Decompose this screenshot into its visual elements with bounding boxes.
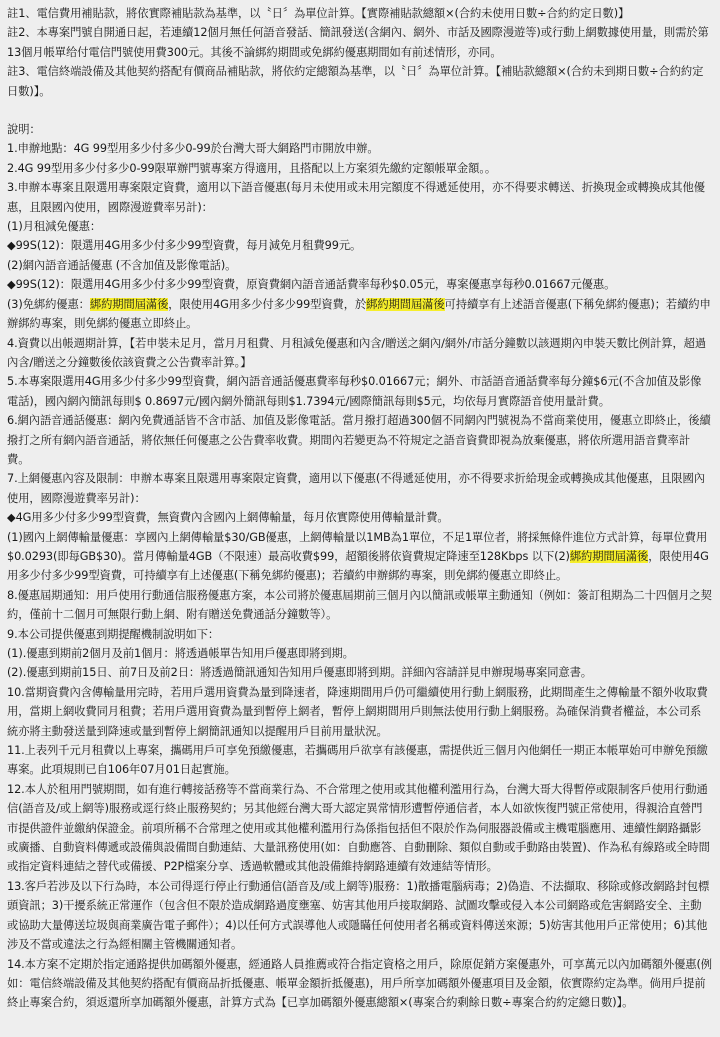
item-text: (1).優惠到期前2個月及前1個月：將透過帳單告知用戶優惠即將到期。	[7, 647, 354, 660]
item-text: 13.客戶若涉及以下行為時，本公司得逕行停止行動通信(語音及/或上網等)服務：1)散播電腦病毒；2)偽造、不法擷取、移除或修改網路封包標頭資訊；3)干擾系統正常運作（包含但不限於造成網路過度壅塞、妨害其他用戶接取網路、試圖攻擊或侵入本公司網路或危害網路安全、主動或協助大量傳送垃圾與商業廣告電子郵件）；4)以任何方式誤導他人或隱瞞任何使用者名稱或資料傳送來源；5)妨害其他用戶正常使用；6)其他涉及不當或違法之行為經相關主管機關通知者。	[7, 879, 710, 952]
item-text: (3)免綁約優惠：	[7, 297, 90, 311]
item-text: (1)國內上網傳輸量優惠：享國內上網傳輸量$30/GB優惠，上網傳輸量以1MB為1單位，不足1單位者，將採無條件進位方式計算，每單位費用$0.0293(即每GB$30)。當月傳輸量4GB（不限速）最高收費$99，超額後將依資費規定降速至128Kbps 以下(2)	[7, 530, 708, 563]
item-text: ，限使用4G用多少付多少99型資費，於	[168, 297, 367, 311]
item-text: 5.本專案限選用4G用多少付多少99型資費，網內語音通話優惠費率每秒$0.01667元；網外、市話語音通話費率每分鐘$6元(不含加值及影像電話)，國內網內簡訊每則$ 0.8697元/國內網外簡訊每則$1.7394元/國際簡訊每則$5元，均依每月實際語音使用量計費。	[7, 375, 702, 408]
item-text: 3.申辦本專案且限選用專案限定資費，適用以下語音優惠(每月未使用或未用完額度不得遞延使用，亦不得要求轉送、折換現金或轉換成其他優惠，且限國內使用，國際漫遊費率另計)：	[7, 181, 705, 214]
item-text: (1)月租減免優惠：	[7, 220, 102, 234]
description-item	[7, 780, 712, 877]
description-item	[7, 469, 712, 508]
spacer	[7, 101, 712, 120]
item-text: 12.本人於租用門號期間，如有進行轉接話務等不當商業行為、不合常理之使用或其他權利濫用行為，台灣大哥大得暫停或限制客戶使用行動通信(語音及/或上網等)服務或逕行終止服務契約；另其他經台灣大哥大認定異常情形遭暫停通信者，本人如欲恢復門號正常使用，得親洽直營門市提供證件並繳納保證金。前項所稱不合常理之使用或其他權利濫用行為係指包括但不限於作為伺服器設備或主機電腦應用、連續性網路攝影或廣播、自動資料傳遞或設備與設備間自動連結、大量訊務使用(如：自動應答、自動刪除、類似自動或手動路由裝置)、作為私有線路或全時間或指定資料連結之替代或備援、P2P檔案分享、透過軟體或其他設備維持網路連續有效連結等情形。	[7, 782, 710, 874]
item-text: ◆4G用多少付多少99型資費，無資費內含國內上網傳輸量，每月依實際使用傳輸量計費。	[7, 511, 449, 525]
description-item	[7, 586, 712, 625]
highlighted-text: 綁約期間屆滿後	[569, 549, 649, 563]
item-text: 10.當期資費內含傳輸量用完時，若用戶選用資費為量到降速者，降速期間用戶仍可繼續使用行動上網服務，此期間產生之傳輸量不額外收取費用，當期上網收費同月租費；若用戶選用資費為量到暫停上網者，暫停上網期間用戶則無法使用行動上網服務。為確保消費者權益，本公司系統亦將主動發送量到降速或量到暫停上網簡訊通知以提醒用戶目前用量狀況。	[7, 685, 708, 738]
description-item	[7, 334, 712, 373]
item-text: 可持續享有上述語音優惠(下稱免綁約優惠)；若續約申辦綁約專案，則免綁約優惠立即終止。	[7, 297, 711, 331]
description-item	[7, 178, 712, 217]
description-item	[7, 683, 712, 741]
note-3: 註3、電信終端設備及其他契約搭配有價商品補貼款，將依約定總額為基準，以〝日〞為單位計算。【補貼款總額×(合約未到期日數÷合約約定日數)】。	[7, 65, 704, 98]
description-item	[7, 955, 712, 1013]
note-2: 註2、本專案門號自開通日起，若連續12個月無任何語音發話、簡訊發送(含網內、網外、市話及國際漫遊等)或行動上網數據使用量，則需於第13個月帳單给付電信門號使用費300元。其後不論綁約期間或免綁約優惠期間如有前述情形，亦同。	[7, 26, 709, 59]
description-item	[7, 663, 712, 682]
description-item	[7, 625, 712, 644]
item-text: 9.本公司提供優惠到期提醒機制說明如下：	[7, 627, 220, 641]
highlighted-text: 綁約期間屆滿後	[366, 297, 445, 311]
description-item	[7, 275, 712, 294]
note-1: 註1、電信費用補貼款，將依實際補貼款為基準，以〝日〞為單位計算。【實際補貼款總額×(合約未使用日數÷合約約定日數)】	[7, 7, 630, 20]
item-text: (2).優惠到期前15日、前7日及前2日：將透過簡訊通知告知用戶優惠即將到期。詳細內容請詳見申辦現場專案同意書。	[7, 666, 592, 680]
description-item	[7, 295, 712, 334]
description-list	[7, 139, 712, 1012]
item-text: 11.上表列千元月租費以上專案，攜碼用戶可享免預繳優惠，若攜碼用戶欲享有該優惠，需提供近三個月內他網任一期正本帳單始可申辦免預繳專案。此項規則已自106年07月01日起實施。	[7, 744, 708, 777]
description-item	[7, 256, 712, 275]
description-item	[7, 159, 712, 178]
description-item	[7, 877, 712, 955]
description-title: 說明：	[7, 123, 41, 137]
description-item	[7, 139, 712, 158]
description-item	[7, 236, 712, 255]
description-item	[7, 372, 712, 411]
item-text: ，限使用4G用多少付多少99型資費，可持續享有上述優惠(下稱免綁約優惠)；若續約申辦綁約專案，則免綁約優惠立即終止。	[7, 549, 709, 583]
item-text: 8.優惠屆期通知：用戶使用行動通信服務優惠方案，本公司將於優惠屆期前三個月內以簡訊或帳單主動通知（例如：簽訂租期為二十四個月之契約，僅前十二個月可無限行動上網、附有贈送免費通話分鐘數等）。	[7, 588, 712, 622]
item-text: 6.網內語音通話優惠：網內免費通話皆不含市話、加值及影像電話。當月撥打超過300個不同網內門號視為不當商業使用，優惠立即終止，後續撥打之所有網內語音通話，將依無任何優惠之公告費率收費。期間內若變更為不符規定之語音資費即視為放棄優惠，將依所選用語音費率計費。	[7, 414, 711, 466]
highlighted-text: 綁約期間屆滿後	[89, 297, 169, 311]
description-item	[7, 644, 712, 663]
item-text: 7.上網優惠內容及限制：申辦本專案且限選用專案限定資費，適用以下優惠(不得遞延使用，亦不得要求折給現金或轉換成其他優惠，且限國內使用，國際漫遊費率另計)：	[7, 472, 705, 505]
description-item	[7, 411, 712, 469]
item-text: ◆99S(12)：限選用4G用多少付多少99型資費，原資費網內語音通話費率每秒$0.05元，專案優惠享每秒0.01667元優惠。	[7, 278, 616, 292]
item-text: (2)網內語音通話優惠 (不含加值及影像電話)。	[7, 258, 237, 272]
item-text: 1.申辦地點：4G 99型用多少付多少0-99於台灣大哥大網路門市開放申辦。	[7, 142, 379, 156]
description-item	[7, 741, 712, 780]
description-item	[7, 217, 712, 236]
description-item	[7, 528, 712, 586]
item-text: 4.資費以出帳週期計算，【若申裝未足月，當月月租費、月租減免優惠和內含/贈送之網內/網外/市話分鐘數以該週期內申裝天數比例計算，超過內含/贈送之分鐘數後依該資費之公告費率計算。】	[7, 336, 707, 369]
item-text: ◆99S(12)：限選用4G用多少付多少99型資費，每月減免月租費99元。	[7, 239, 362, 253]
description-item	[7, 508, 712, 527]
item-text: 14.本方案不定期於指定通路提供加碼額外優惠，經通路人員推薦或符合指定資格之用戶，除原促銷方案優惠外，可享萬元以內加碼額外優惠(例如：電信終端設備及其他契約搭配有價商品折抵優惠、帳單金額折抵優惠)，用戶所享加碼額外優惠項目及金額，依實際約定為準。倘用戶提前終止專案合約，須返還所享加碼額外優惠，計算方式為【已享加碼額外優惠總額×(專案合約剩餘日數÷專案合約約定總日數)】。	[7, 957, 712, 1010]
item-text: 2.4G 99型用多少付多少0-99限單辦門號專案方得適用，且搭配以上方案須先繳約定額帳單金額。。	[7, 161, 497, 175]
notes-section	[7, 4, 712, 101]
